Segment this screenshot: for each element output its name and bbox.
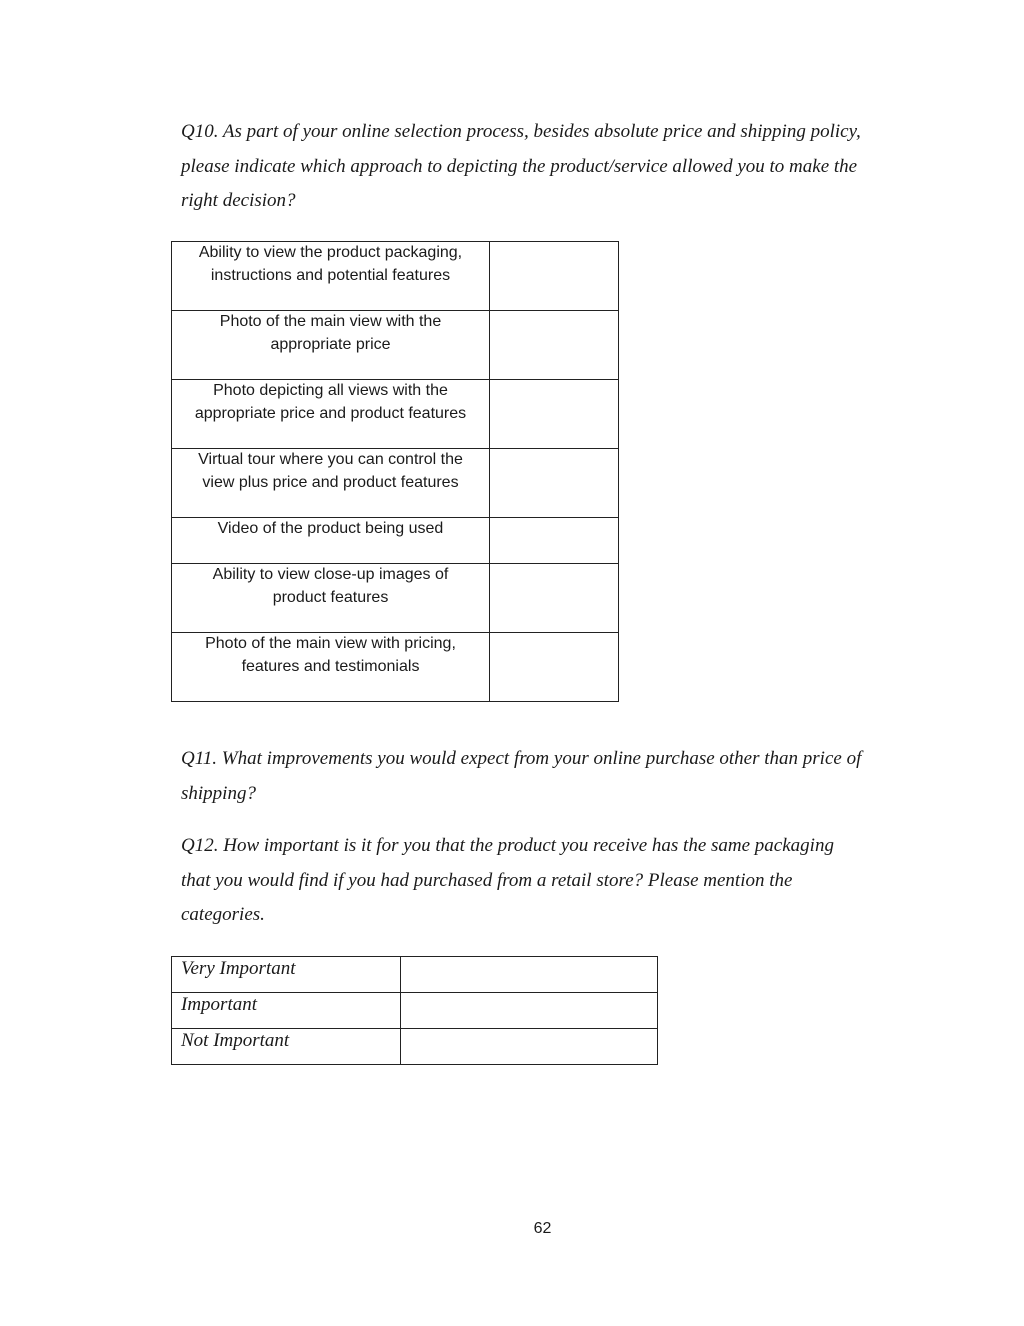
answer-cell[interactable]	[401, 993, 658, 1029]
option-label-line: Video of the product being used	[217, 520, 444, 537]
table-row	[172, 633, 619, 702]
importance-label: Not Important	[172, 1029, 401, 1065]
table-row	[172, 957, 658, 993]
option-label-line: Photo depicting all views with the	[213, 382, 448, 399]
importance-label: Important	[172, 993, 401, 1029]
question-q12-line: that you would find if you had purchased from a retail store? Please mention the	[181, 869, 793, 891]
option-label	[172, 564, 490, 633]
q12-importance-table	[171, 956, 658, 1065]
option-label-line: Virtual tour where you can control the	[198, 451, 463, 468]
table-row	[172, 449, 619, 518]
table-row	[172, 518, 619, 564]
answer-cell[interactable]	[401, 957, 658, 993]
option-label	[172, 311, 490, 380]
answer-cell[interactable]	[401, 1029, 658, 1065]
question-q10-line: please indicate which approach to depicting the product/service allowed you to make the	[181, 155, 858, 177]
page-number: 62	[533, 1220, 552, 1237]
option-label-line: instructions and potential features	[210, 266, 451, 284]
question-q11-line: shipping?	[181, 782, 256, 804]
question-q12-line: Q12. How important is it for you that the product you receive has the same packaging	[181, 835, 834, 856]
question-q10-line: Q10. As part of your online selection process, besides absolute price and shipping policy,	[181, 121, 861, 142]
table-row	[172, 564, 619, 633]
option-label	[172, 518, 490, 564]
answer-cell[interactable]	[490, 518, 619, 564]
importance-label: Very Important	[172, 957, 401, 993]
option-label-line: Photo of the main view with the	[219, 313, 442, 330]
option-label-line: appropriate price	[270, 335, 391, 353]
question-q10-line: right decision?	[181, 190, 296, 211]
table-row	[172, 993, 658, 1029]
table-row	[172, 380, 619, 449]
option-label-line: product features	[272, 588, 389, 606]
question-q10	[181, 115, 911, 219]
answer-cell[interactable]	[490, 564, 619, 633]
option-label	[172, 633, 490, 702]
option-label-line: Ability to view close-up images of	[212, 566, 449, 583]
q10-options-table	[171, 241, 619, 702]
answer-cell[interactable]	[490, 633, 619, 702]
option-label	[172, 449, 490, 518]
question-q11-line: Q11. What improvements you would expect from your online purchase other than price of	[181, 748, 862, 769]
question-q12-line: categories.	[181, 904, 265, 925]
table-row	[172, 242, 619, 311]
answer-cell[interactable]	[490, 242, 619, 311]
table-row	[172, 311, 619, 380]
option-label	[172, 380, 490, 449]
option-label-line: Photo of the main view with pricing,	[205, 635, 456, 652]
option-label-line: appropriate price and product features	[194, 404, 467, 422]
option-label-line: Ability to view the product packaging,	[198, 244, 463, 261]
question-q12	[181, 829, 911, 933]
table-row	[172, 1029, 658, 1065]
answer-cell[interactable]	[490, 380, 619, 449]
answer-cell[interactable]	[490, 311, 619, 380]
question-q11	[181, 742, 911, 811]
option-label	[172, 242, 490, 311]
option-label-line: view plus price and product features	[202, 473, 459, 491]
option-label-line: features and testimonials	[241, 657, 420, 675]
answer-cell[interactable]	[490, 449, 619, 518]
